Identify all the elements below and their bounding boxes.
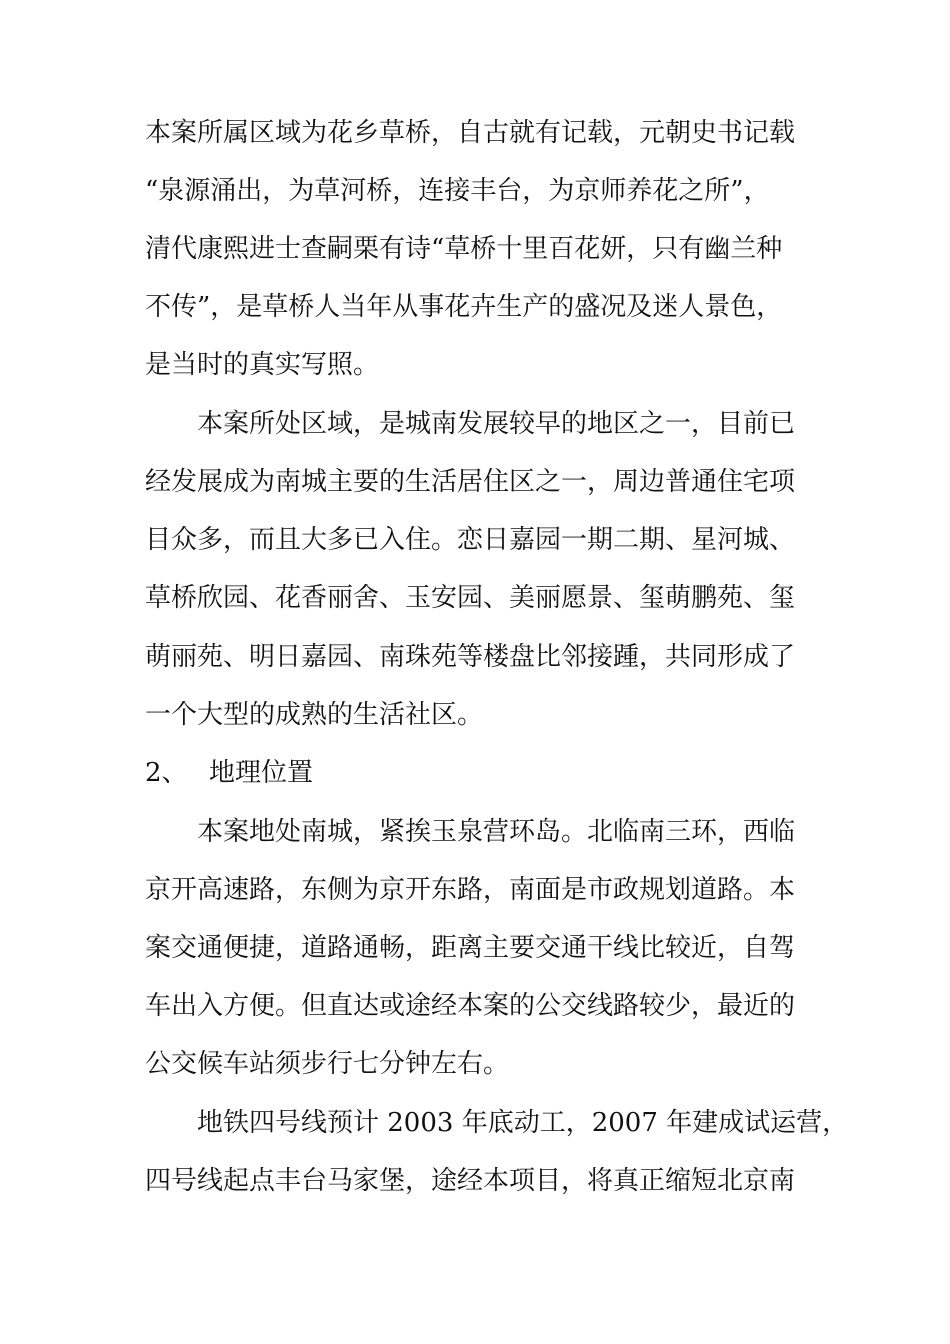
- paragraph-2-line-2: 经发展成为南城主要的生活居住区之一，周边普通住宅项: [145, 467, 796, 497]
- paragraph-1-line-2: “泉源涌出，为草河桥，连接丰台，为京师养花之所”，: [145, 176, 770, 206]
- paragraph-2-line-6: 一个大型的成熟的生活社区。: [145, 700, 484, 730]
- section-number: 2、: [145, 758, 188, 788]
- section-title: 地理位置: [209, 758, 314, 788]
- paragraph-3-line-4: 车出入方便。但直达或途经本案的公交线路较少，最近的: [145, 991, 796, 1021]
- paragraph-2-line-3: 目众多，而且大多已入住。恋日嘉园一期二期、星河城、: [145, 525, 796, 555]
- paragraph-3-line-5: 公交候车站须步行七分钟左右。: [145, 1049, 510, 1079]
- paragraph-3-line-3: 案交通便捷，道路通畅，距离主要交通干线比较近，自驾: [145, 933, 796, 963]
- paragraph-2-line-5: 萌丽苑、明日嘉园、南珠苑等楼盘比邻接踵，共同形成了: [145, 642, 796, 672]
- paragraph-4-line-1: 地铁四号线预计 2003 年底动工，2007 年建成试运营，: [197, 1108, 849, 1138]
- paragraph-2-line-1: 本案所处区域，是城南发展较早的地区之一，目前已: [197, 409, 796, 439]
- paragraph-1-line-4: 不传”，是草桥人当年从事花卉生产的盛况及迷人景色，: [145, 292, 783, 322]
- paragraph-3-line-1: 本案地处南城，紧挨玉泉营环岛。北临南三环，西临: [197, 817, 796, 847]
- paragraph-1-line-5: 是当时的真实写照。: [145, 350, 380, 380]
- paragraph-2-line-4: 草桥欣园、花香丽舍、玉安园、美丽愿景、玺萌鹏苑、玺: [145, 583, 796, 613]
- paragraph-3-line-2: 京开高速路，东侧为京开东路，南面是市政规划道路。本: [145, 875, 796, 905]
- paragraph-1-line-1: 本案所属区域为花乡草桥，自古就有记载，元朝史书记载: [145, 118, 796, 148]
- paragraph-1-line-3: 清代康熙进士查嗣栗有诗“草桥十里百花妍，只有幽兰种: [145, 234, 783, 264]
- paragraph-4-line-2: 四号线起点丰台马家堡，途经本项目，将真正缩短北京南: [145, 1166, 796, 1196]
